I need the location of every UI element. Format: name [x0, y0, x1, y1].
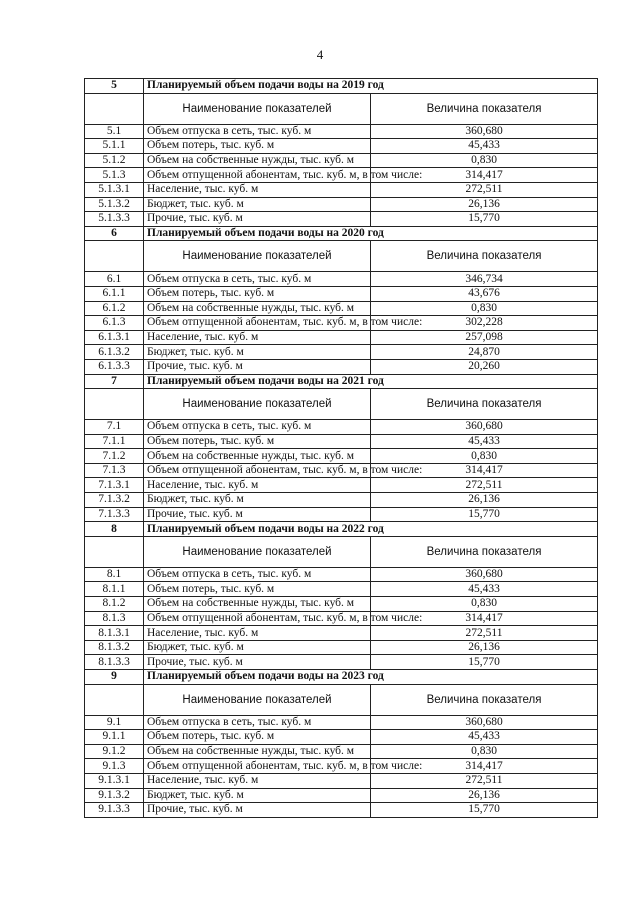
row-value: 26,136	[371, 788, 598, 803]
row-value: 302,228	[371, 316, 598, 331]
table-row	[85, 434, 598, 449]
row-name: Прочие, тыс. куб. м	[144, 803, 371, 818]
row-code: 8.1.3.1	[85, 626, 144, 641]
table-row	[85, 597, 598, 612]
row-value: 26,136	[371, 197, 598, 212]
header-value: Величина показателя	[371, 93, 598, 124]
row-code: 6.1.3	[85, 316, 144, 331]
table-row	[85, 567, 598, 582]
row-value: 272,511	[371, 626, 598, 641]
header-value: Величина показателя	[371, 389, 598, 420]
row-code: 7.1.3.3	[85, 507, 144, 522]
row-code: 9.1.2	[85, 744, 144, 759]
table-row	[85, 420, 598, 435]
row-value: 45,433	[371, 730, 598, 745]
row-name: Население, тыс. куб. м	[144, 626, 371, 641]
row-value: 15,770	[371, 655, 598, 670]
row-name: Прочие, тыс. куб. м	[144, 359, 371, 374]
row-name: Объем потерь, тыс. куб. м	[144, 286, 371, 301]
table-row	[85, 478, 598, 493]
table-row	[85, 730, 598, 745]
row-code: 8.1.2	[85, 597, 144, 612]
row-name: Объем отпуска в сеть, тыс. куб. м	[144, 420, 371, 435]
row-code: 6.1.3.3	[85, 359, 144, 374]
header-empty-cell	[85, 241, 144, 272]
row-code: 6.1.1	[85, 286, 144, 301]
row-value: 0,830	[371, 301, 598, 316]
row-code: 5.1.1	[85, 139, 144, 154]
row-code: 8.1	[85, 567, 144, 582]
water-supply-table	[84, 78, 598, 818]
row-code: 9.1.3.3	[85, 803, 144, 818]
row-code: 8.1.1	[85, 582, 144, 597]
row-code: 7.1.3	[85, 463, 144, 478]
row-name: Объем на собственные нужды, тыс. куб. м	[144, 449, 371, 464]
table-row	[85, 759, 598, 774]
row-name: Объем потерь, тыс. куб. м	[144, 582, 371, 597]
row-name: Население, тыс. куб. м	[144, 773, 371, 788]
section-title: Планируемый объем подачи воды на 2019 год	[144, 79, 598, 94]
row-code: 6.1.3.2	[85, 345, 144, 360]
section-title: Планируемый объем подачи воды на 2023 год	[144, 670, 598, 685]
row-value: 0,830	[371, 744, 598, 759]
row-name: Бюджет, тыс. куб. м	[144, 788, 371, 803]
header-empty-cell	[85, 684, 144, 715]
header-empty-cell	[85, 536, 144, 567]
header-name: Наименование показателей	[144, 536, 371, 567]
table-row	[85, 330, 598, 345]
row-name: Объем отпуска в сеть, тыс. куб. м	[144, 715, 371, 730]
header-name: Наименование показателей	[144, 684, 371, 715]
section-number: 5	[85, 79, 144, 94]
column-header-row	[85, 684, 598, 715]
row-value: 360,680	[371, 715, 598, 730]
table-row	[85, 197, 598, 212]
row-code: 9.1.3.1	[85, 773, 144, 788]
row-value: 43,676	[371, 286, 598, 301]
table-row	[85, 286, 598, 301]
section-row	[85, 226, 598, 241]
row-code: 7.1.2	[85, 449, 144, 464]
row-name: Бюджет, тыс. куб. м	[144, 345, 371, 360]
row-name: Население, тыс. куб. м	[144, 478, 371, 493]
section-row	[85, 522, 598, 537]
row-code: 5.1.2	[85, 153, 144, 168]
table-row	[85, 744, 598, 759]
row-value: 26,136	[371, 493, 598, 508]
header-empty-cell	[85, 389, 144, 420]
header-value: Величина показателя	[371, 241, 598, 272]
row-name: Объем отпущенной абонентам, тыс. куб. м, в том числе:	[144, 759, 371, 774]
row-name: Объем отпуска в сеть, тыс. куб. м	[144, 124, 371, 139]
row-name: Объем отпуска в сеть, тыс. куб. м	[144, 567, 371, 582]
table-row	[85, 359, 598, 374]
row-code: 9.1	[85, 715, 144, 730]
row-name: Объем отпущенной абонентам, тыс. куб. м, в том числе:	[144, 316, 371, 331]
section-number: 6	[85, 226, 144, 241]
row-code: 7.1.3.1	[85, 478, 144, 493]
table-row	[85, 316, 598, 331]
row-name: Население, тыс. куб. м	[144, 330, 371, 345]
header-name: Наименование показателей	[144, 241, 371, 272]
row-value: 26,136	[371, 640, 598, 655]
row-value: 314,417	[371, 168, 598, 183]
table-row	[85, 272, 598, 287]
table-row	[85, 139, 598, 154]
row-value: 360,680	[371, 567, 598, 582]
row-name: Объем отпущенной абонентам, тыс. куб. м, в том числе:	[144, 463, 371, 478]
row-name: Объем на собственные нужды, тыс. куб. м	[144, 597, 371, 612]
row-value: 314,417	[371, 611, 598, 626]
section-title: Планируемый объем подачи воды на 2022 год	[144, 522, 598, 537]
section-row	[85, 374, 598, 389]
table-row	[85, 655, 598, 670]
table-row	[85, 773, 598, 788]
row-value: 24,870	[371, 345, 598, 360]
column-header-row	[85, 389, 598, 420]
row-value: 45,433	[371, 582, 598, 597]
row-code: 5.1.3	[85, 168, 144, 183]
row-value: 257,098	[371, 330, 598, 345]
row-code: 7.1	[85, 420, 144, 435]
table-row	[85, 449, 598, 464]
table-row	[85, 212, 598, 227]
table-row	[85, 345, 598, 360]
row-value: 360,680	[371, 124, 598, 139]
row-name: Прочие, тыс. куб. м	[144, 212, 371, 227]
section-number: 8	[85, 522, 144, 537]
row-value: 45,433	[371, 139, 598, 154]
table-row	[85, 611, 598, 626]
row-name: Объем отпущенной абонентам, тыс. куб. м, в том числе:	[144, 611, 371, 626]
row-name: Прочие, тыс. куб. м	[144, 655, 371, 670]
row-value: 0,830	[371, 597, 598, 612]
row-code: 7.1.1	[85, 434, 144, 449]
row-code: 9.1.3	[85, 759, 144, 774]
row-code: 8.1.3	[85, 611, 144, 626]
row-code: 5.1.3.3	[85, 212, 144, 227]
row-code: 6.1	[85, 272, 144, 287]
row-code: 6.1.3.1	[85, 330, 144, 345]
row-value: 45,433	[371, 434, 598, 449]
row-name: Бюджет, тыс. куб. м	[144, 640, 371, 655]
row-name: Бюджет, тыс. куб. м	[144, 197, 371, 212]
row-name: Объем на собственные нужды, тыс. куб. м	[144, 301, 371, 316]
row-name: Прочие, тыс. куб. м	[144, 507, 371, 522]
table-row	[85, 493, 598, 508]
row-value: 314,417	[371, 463, 598, 478]
section-number: 7	[85, 374, 144, 389]
table-row	[85, 582, 598, 597]
table-row	[85, 301, 598, 316]
table-row	[85, 788, 598, 803]
table-body	[85, 79, 598, 818]
header-name: Наименование показателей	[144, 93, 371, 124]
row-value: 0,830	[371, 449, 598, 464]
row-name: Объем потерь, тыс. куб. м	[144, 139, 371, 154]
table-row	[85, 463, 598, 478]
row-code: 5.1	[85, 124, 144, 139]
row-code: 8.1.3.3	[85, 655, 144, 670]
header-value: Величина показателя	[371, 536, 598, 567]
section-row	[85, 670, 598, 685]
row-name: Объем на собственные нужды, тыс. куб. м	[144, 744, 371, 759]
table-row	[85, 626, 598, 641]
table-row	[85, 168, 598, 183]
row-value: 272,511	[371, 478, 598, 493]
table-row	[85, 124, 598, 139]
row-code: 7.1.3.2	[85, 493, 144, 508]
column-header-row	[85, 241, 598, 272]
row-name: Объем потерь, тыс. куб. м	[144, 730, 371, 745]
section-row	[85, 79, 598, 94]
table-row	[85, 640, 598, 655]
row-value: 360,680	[371, 420, 598, 435]
row-name: Объем потерь, тыс. куб. м	[144, 434, 371, 449]
section-title: Планируемый объем подачи воды на 2020 год	[144, 226, 598, 241]
table-row	[85, 715, 598, 730]
row-value: 272,511	[371, 182, 598, 197]
table-row	[85, 182, 598, 197]
row-code: 8.1.3.2	[85, 640, 144, 655]
row-value: 15,770	[371, 507, 598, 522]
row-value: 0,830	[371, 153, 598, 168]
row-value: 20,260	[371, 359, 598, 374]
row-value: 15,770	[371, 212, 598, 227]
row-code: 9.1.1	[85, 730, 144, 745]
page-number: 4	[316, 47, 324, 62]
row-code: 6.1.2	[85, 301, 144, 316]
row-name: Население, тыс. куб. м	[144, 182, 371, 197]
row-value: 272,511	[371, 773, 598, 788]
row-name: Объем отпущенной абонентам, тыс. куб. м, в том числе:	[144, 168, 371, 183]
column-header-row	[85, 93, 598, 124]
table-row	[85, 153, 598, 168]
header-value: Величина показателя	[371, 684, 598, 715]
header-empty-cell	[85, 93, 144, 124]
row-code: 5.1.3.1	[85, 182, 144, 197]
row-value: 15,770	[371, 803, 598, 818]
row-value: 314,417	[371, 759, 598, 774]
table-row	[85, 803, 598, 818]
row-code: 9.1.3.2	[85, 788, 144, 803]
row-value: 346,734	[371, 272, 598, 287]
row-code: 5.1.3.2	[85, 197, 144, 212]
section-number: 9	[85, 670, 144, 685]
row-name: Бюджет, тыс. куб. м	[144, 493, 371, 508]
table-row	[85, 507, 598, 522]
row-name: Объем на собственные нужды, тыс. куб. м	[144, 153, 371, 168]
header-name: Наименование показателей	[144, 389, 371, 420]
section-title: Планируемый объем подачи воды на 2021 год	[144, 374, 598, 389]
row-name: Объем отпуска в сеть, тыс. куб. м	[144, 272, 371, 287]
column-header-row	[85, 536, 598, 567]
